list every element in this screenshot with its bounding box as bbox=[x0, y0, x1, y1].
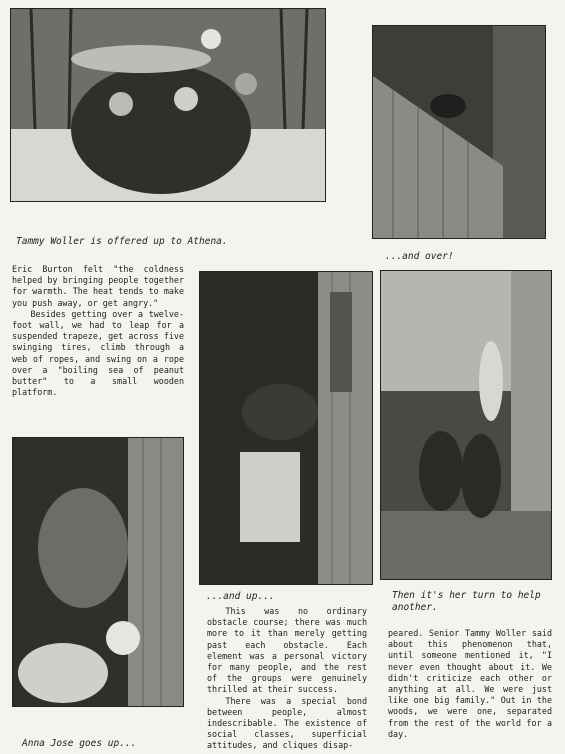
caption-photo-1: Tammy Woller is offered up to Athena. bbox=[16, 236, 228, 247]
col1-paragraph-2: Besides getting over a twelve-foot wall, we had to leap for a suspended trapeze, get across five swinging tires, climb through a web of ropes, and swing on a rope over a "boiling sea of peanut butter" to a small wooden platform. bbox=[12, 308, 184, 398]
caption-photo-5: Anna Jose goes up... bbox=[22, 738, 137, 749]
col2-paragraph-1: This was no ordinary obstacle course; there was much more to it than merely getting past each obstacle. Each element was a personal victory for many people, and the rest of the groups were genuinely thrilled at their success. bbox=[207, 606, 367, 695]
photo-group-lift bbox=[10, 8, 326, 202]
col1-paragraph-1: Eric Burton felt "the coldness helped by bringing people together for warmth. The heat tends to make you push away, or get angry." bbox=[12, 264, 184, 308]
caption-photo-2: ...and over! bbox=[385, 251, 454, 262]
photo-over-wall bbox=[372, 25, 546, 239]
article-column-2 bbox=[207, 606, 367, 752]
article-column-1 bbox=[12, 264, 184, 398]
photo-helping-another bbox=[380, 270, 552, 580]
col2-paragraph-2: There was a special bond between people, almost indescribable. The existence of social classes, superficial attitudes, and cliques disap- bbox=[207, 695, 367, 751]
caption-photo-4-text: Then it's her turn to help another. bbox=[392, 590, 541, 613]
photo-anna-jose bbox=[12, 437, 184, 707]
article-column-3 bbox=[388, 628, 552, 740]
photo-climbing-up bbox=[199, 271, 373, 585]
col3-paragraph-1: peared. Senior Tammy Woller said about this phenomenon that, until someone mentioned it, "I never even thought about it. We didn't criticize each other or anything at all. We were just like one big family." Out in the woods, we were one, separated from the rest of the world for a day. bbox=[388, 628, 552, 739]
caption-photo-3: ...and up... bbox=[206, 591, 275, 602]
caption-photo-4 bbox=[392, 590, 552, 614]
